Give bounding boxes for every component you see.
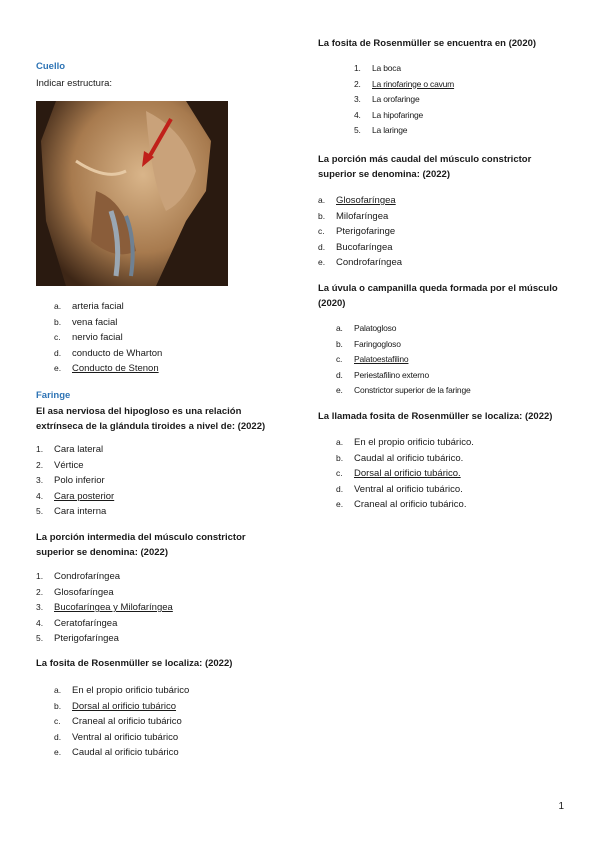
list-marker: 3. [354,94,361,104]
list-marker: 4. [36,490,44,501]
list-marker: d. [336,483,344,494]
list-item [318,209,402,225]
list-item [354,123,454,139]
list-marker: d. [54,347,62,358]
list-item [336,451,474,467]
list-item [336,435,474,451]
answer-text: Cara interna [54,506,107,517]
list-marker: e. [54,747,62,757]
section-heading-cuello: Cuello [36,61,66,72]
answer-text-correct: Dorsal al orificio tubárico [72,700,177,712]
list-item [336,383,471,399]
list-marker: a. [336,323,343,333]
list-marker: e. [336,499,344,509]
answer-text-correct: Bucofaríngea y Milofaríngea [54,602,173,613]
list-item [36,569,173,585]
answer-text-correct: La rinofaringe o cavum [372,78,455,89]
answer-text: Polo inferior [54,475,105,486]
answer-text: arteria facial [72,301,124,312]
list-item [36,458,114,474]
answer-list-uvula [336,321,471,399]
answer-text: Ventral al orificio tubárico [72,731,179,743]
list-item [336,368,471,384]
question-llamada-fosita: La llamada fosita de Rosenmüller se localiza: (2022) [318,411,553,422]
section-heading-faringe: Faringe [36,390,71,401]
answer-text: Pterigofaringe [336,226,396,237]
answer-text: La orofaringe [372,94,420,104]
answer-list-cuello [54,299,162,377]
list-marker: b. [336,452,344,463]
list-marker: 4. [36,617,44,628]
answer-text: En el propio orificio tubárico [72,685,190,696]
answer-text-correct: Glosofaríngea [336,195,396,206]
question-uvula: La úvula o campanilla queda formada por el músculo (2020) [318,283,558,309]
list-item [36,473,114,489]
list-marker: e. [54,363,62,373]
list-marker: a. [318,195,326,205]
list-item [336,482,474,498]
answer-list-porcion-caudal [318,193,402,271]
list-item [336,352,471,368]
list-item [36,631,173,647]
list-item [54,699,189,715]
question-fosita-localiza: La fosita de Rosenmüller se localiza: (2022) [36,658,233,669]
list-marker: 4. [354,109,361,120]
answer-text: Pterigofaríngea [54,633,119,644]
list-item [318,255,402,271]
list-item [354,108,454,124]
answer-text-correct: Conducto de Stenon [72,363,159,374]
list-marker: c. [336,354,343,364]
neck-dissection-illustration [36,101,228,286]
list-marker: b. [336,338,343,349]
answer-text: Periestafilino externo [354,369,429,380]
list-item [54,346,162,362]
list-marker: 5. [354,125,361,135]
list-item [318,224,402,240]
answer-text: Condrofaríngea [54,571,121,582]
answer-text: Cara lateral [54,444,104,455]
list-marker: 2. [36,459,44,470]
list-marker: b. [54,700,62,711]
answer-list-porcion-intermedia [36,569,173,647]
answer-text: nervio facial [72,332,123,343]
list-marker: 2. [36,586,44,597]
list-item [354,77,454,93]
list-item [54,730,189,746]
list-item [336,337,471,353]
answer-text: La hipofaringe [372,109,424,120]
answer-text: La laringe [372,125,408,135]
list-marker: 5. [36,506,44,516]
list-marker: b. [54,316,62,327]
answer-text: Palatogloso [354,323,397,333]
list-item [318,193,402,209]
answer-list-llamada-fosita [336,435,474,513]
page-number: 1 [558,801,564,812]
instruction-text: Indicar estructura: [36,78,113,89]
list-marker: e. [318,257,326,267]
question-hipogloso: El asa nerviosa del hipogloso es una relación extrínseca de la glándula tiroides a nivel de: (2022) [36,406,266,432]
list-item [36,585,173,601]
answer-text: Vértice [54,459,84,471]
list-item [336,497,474,513]
answer-text: vena facial [72,316,118,328]
answer-text-correct: Palatoestafilino [354,354,409,364]
answer-list-fosita-encuentra [354,61,454,139]
answer-text: Bucofaríngea [336,241,393,253]
list-marker: c. [318,226,325,236]
list-marker: c. [54,332,61,342]
answer-list-fosita-localiza [54,683,189,761]
list-item [54,299,162,315]
list-marker: 2. [354,78,361,89]
answer-text: Milofaríngea [336,210,389,222]
question-fosita-encuentra: La fosita de Rosenmüller se encuentra en (2020) [318,38,537,49]
list-marker: a. [54,685,62,695]
list-marker: a. [336,437,344,447]
list-item [354,61,454,77]
list-item [54,683,189,699]
answer-text: Condrofaríngea [336,257,403,268]
answer-text: La boca [372,63,401,73]
list-marker: d. [336,369,343,380]
answer-text-correct: Cara posterior [54,490,115,502]
list-marker: 3. [36,602,44,612]
answer-text: Faringogloso [354,338,401,349]
answer-text: Ventral al orificio tubárico. [354,483,463,495]
list-marker: 5. [36,633,44,643]
question-porcion-intermedia: La porción intermedia del músculo constrictor superior se denomina: (2022) [36,532,246,558]
list-item [54,714,189,730]
list-item [336,321,471,337]
list-marker: d. [318,241,326,252]
list-marker: 1. [36,444,44,454]
answer-list-hipogloso [36,442,114,520]
list-marker: b. [318,210,326,221]
answer-text: Caudal al orificio tubárico. [354,452,464,464]
list-marker: 3. [36,475,44,485]
list-item [336,466,474,482]
answer-text: En el propio orificio tubárico. [354,437,474,448]
list-item [318,240,402,256]
list-item [54,315,162,331]
list-marker: d. [54,731,62,742]
anatomy-photo [36,101,228,286]
list-marker: e. [336,385,343,395]
answer-text: Ceratofaríngea [54,617,118,629]
list-item [36,616,173,632]
list-item [36,442,114,458]
answer-text: Constrictor superior de la faringe [354,385,471,395]
list-marker: 1. [354,63,361,73]
answer-text: Glosofaríngea [54,586,114,598]
list-item [36,489,114,505]
list-marker: 1. [36,571,44,581]
list-item [36,504,114,520]
answer-text-correct: Dorsal al orificio tubárico. [354,468,461,479]
list-item [54,745,189,761]
answer-text: Craneal al orificio tubárico [72,716,182,727]
list-marker: c. [54,716,61,726]
list-item [54,361,162,377]
list-item [354,92,454,108]
list-marker: a. [54,301,62,311]
list-marker: c. [336,468,343,478]
answer-text: conducto de Wharton [72,347,163,359]
list-item [36,600,173,616]
answer-text: Craneal al orificio tubárico. [354,499,467,510]
question-porcion-caudal: La porción más caudal del músculo constrictor superior se denomina: (2022) [318,154,532,180]
answer-text: Caudal al orificio tubárico [72,747,179,758]
list-item [54,330,162,346]
